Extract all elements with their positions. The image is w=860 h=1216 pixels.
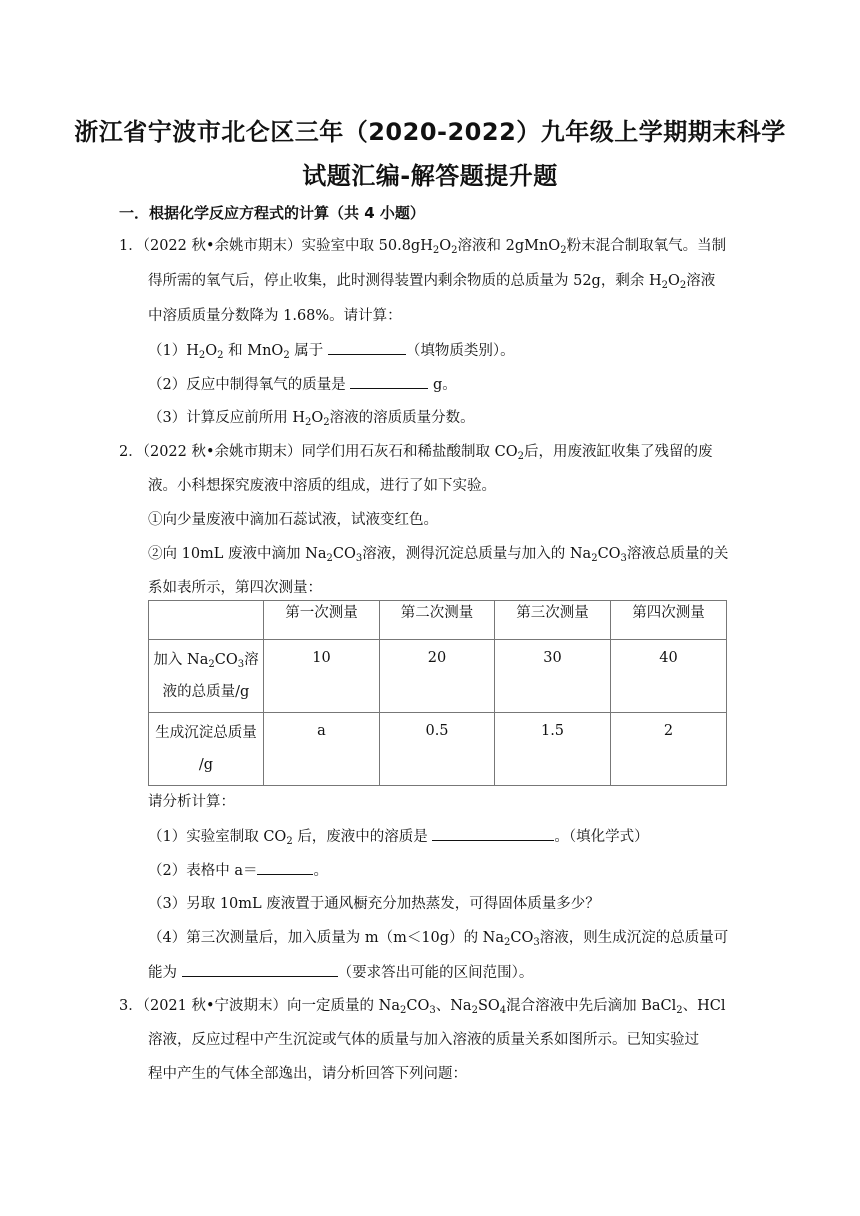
answer-blank[interactable]	[328, 340, 406, 355]
q2-stem-line2: 液。小科想探究废液中溶质的组成，进行了如下实验。	[148, 478, 496, 494]
q3-stem-line3: 程中产生的气体全部逸出，请分析回答下列问题：	[148, 1066, 467, 1082]
q2-analysis-prompt: 请分析计算：	[148, 794, 235, 810]
table-cell: a	[264, 713, 380, 786]
q2-stem-line1: 2．（2022 秋•余姚市期末）同学们用石灰石和稀盐酸制取 $CO_2$后，用废液缸收集了残留的废	[119, 444, 713, 462]
table-cell: 30	[495, 640, 611, 713]
answer-blank[interactable]	[257, 860, 313, 875]
q1-part2: （2）反应中制得氧气的质量是 g。	[148, 374, 457, 395]
q2-part4-line2: 能为 （要求答出可能的区间范围）。	[148, 962, 533, 983]
table-header-cell	[149, 601, 264, 640]
table-cell: 10	[264, 640, 380, 713]
answer-blank[interactable]	[432, 826, 554, 841]
table-cell: 2	[611, 713, 727, 786]
table-row	[149, 640, 727, 713]
measurement-table	[148, 600, 727, 786]
q2-step2-line2: 系如表所示，第四次测量：	[148, 580, 322, 596]
q2-part1: （1）实验室制取 $CO_2$ 后，废液中的溶质是 。（填化学式）	[148, 826, 649, 847]
q2-part4-line1: （4）第三次测量后，加入质量为 m（m＜10g）的 $Na_2CO_3$溶液，则生成沉淀的总质量可	[148, 930, 729, 948]
table-row-label: 加入 $Na_2CO_3$溶 液的总质量/g	[149, 640, 264, 713]
table-row-label: 生成沉淀总质量 /g	[149, 713, 264, 786]
q3-stem-line2: 溶液，反应过程中产生沉淀或气体的质量与加入溶液的质量关系如图所示。已知实验过	[148, 1032, 699, 1048]
table-header-cell: 第三次测量	[495, 601, 611, 640]
table-cell: 20	[380, 640, 495, 713]
q1-stem-line2: 得所需的氧气后，停止收集，此时测得装置内剩余物质的总质量为 52g，剩余 $H_2O_2$溶液	[148, 273, 716, 291]
table-row	[149, 713, 727, 786]
answer-blank[interactable]	[350, 374, 428, 389]
answer-blank[interactable]	[182, 962, 338, 977]
q2-step2-line1: ②向 10mL 废液中滴加 $Na_2CO_3$溶液，测得沉淀总质量与加入的 $Na_2CO_3$溶液总质量的关	[148, 546, 729, 564]
q1-stem-line3: 中溶质质量分数降为 1.68%。请计算：	[148, 308, 402, 324]
document-title-line1: 浙江省宁波市北仑区三年（2020-2022）九年级上学期期末科学	[74, 118, 786, 146]
table-header-cell: 第一次测量	[264, 601, 380, 640]
q2-part2: （2）表格中 a＝ 。	[148, 860, 328, 881]
q1-part3: （3）计算反应前所用 $H_2O_2$溶液的溶质质量分数。	[148, 410, 475, 428]
q1-stem-line1: 1．（2022 秋•余姚市期末）实验室中取 $50.8gH_2O_2$溶液和 2gMnO$_2$粉末混合制取氧气。当制	[119, 238, 727, 256]
q2-part3: （3）另取 10mL 废液置于通风橱充分加热蒸发，可得固体质量多少？	[148, 896, 600, 912]
table-header-row	[149, 601, 727, 640]
section-heading: 一．根据化学反应方程式的计算（共 4 小题）	[119, 204, 425, 222]
q2-step1: ①向少量废液中滴加石蕊试液，试液变红色。	[148, 512, 438, 528]
table-cell: 0.5	[380, 713, 495, 786]
table-header-cell: 第四次测量	[611, 601, 727, 640]
table-cell: 40	[611, 640, 727, 713]
table-header-cell: 第二次测量	[380, 601, 495, 640]
q3-stem-line1: 3．（2021 秋•宁波期末）向一定质量的 $Na_2CO_3$、$Na_2SO_4$混合溶液中先后滴加 BaCl$_2$、HCl	[119, 998, 726, 1016]
q1-part1: $(1)H_2O_2$ 和 MnO$_2$ 属于 （填物质类别）。	[148, 340, 515, 361]
document-title-line2: 试题汇编-解答题提升题	[302, 162, 558, 190]
table-cell: 1.5	[495, 713, 611, 786]
